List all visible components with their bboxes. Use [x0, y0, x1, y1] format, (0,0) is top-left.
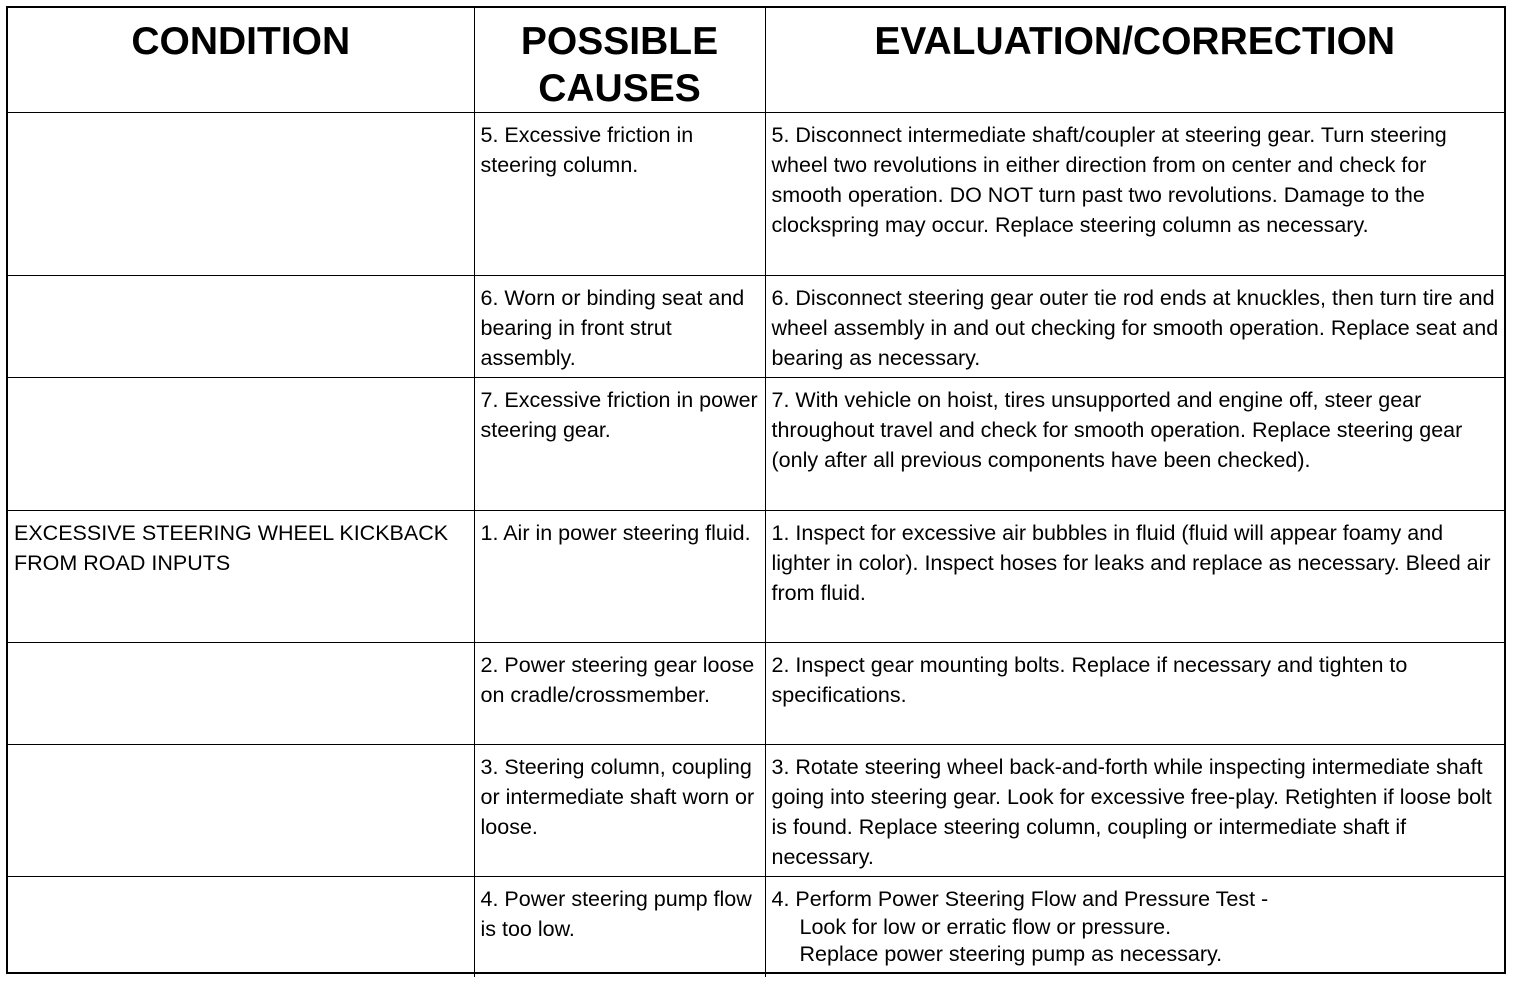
correction-cell: 2. Inspect gear mounting bolts. Replace if necessary and tighten to specifications. — [765, 643, 1504, 745]
condition-cell — [8, 378, 474, 511]
table-row — [8, 276, 1504, 378]
cause-cell: 5. Excessive friction in steering column. — [474, 113, 765, 276]
correction-cell: 1. Inspect for excessive air bubbles in fluid (fluid will appear foamy and lighter in color). Inspect hoses for leaks and replace as necessary. Bleed air from fluid. — [765, 511, 1504, 643]
cause-cell: 2. Power steering gear loose on cradle/crossmember. — [474, 643, 765, 745]
correction-line: 4. Perform Power Steering Flow and Pressure Test - — [771, 887, 1269, 911]
header-evaluation-correction: EVALUATION/CORRECTION — [765, 8, 1504, 113]
table-row — [8, 745, 1504, 877]
condition-cell — [8, 113, 474, 276]
cause-cell: 4. Power steering pump flow is too low. — [474, 877, 765, 977]
correction-cell: 3. Rotate steering wheel back-and-forth while inspecting intermediate shaft going into steering gear. Look for excessive free-play. Retighten if loose bolt is found. Replace steering column, coupling or intermediate shaft if necessary. — [765, 745, 1504, 877]
header-condition: CONDITION — [8, 8, 474, 113]
cause-cell: 7. Excessive friction in power steering gear. — [474, 378, 765, 511]
correction-cell: 6. Disconnect steering gear outer tie rod ends at knuckles, then turn tire and wheel assembly in and out checking for smooth operation. Replace seat and bearing as necessary. — [765, 276, 1504, 378]
table-row — [8, 643, 1504, 745]
cause-cell: 3. Steering column, coupling or intermediate shaft worn or loose. — [474, 745, 765, 877]
correction-line: Look for low or erratic flow or pressure. — [799, 915, 1172, 939]
table-row — [8, 511, 1504, 643]
condition-cell — [8, 745, 474, 877]
condition-cell — [8, 643, 474, 745]
cause-cell: 6. Worn or binding seat and bearing in front strut assembly. — [474, 276, 765, 378]
table-row — [8, 877, 1504, 977]
header-possible-causes: POSSIBLE CAUSES — [474, 8, 765, 113]
condition-cell: EXCESSIVE STEERING WHEEL KICKBACK FROM ROAD INPUTS — [8, 511, 474, 643]
cause-cell: 1. Air in power steering fluid. — [474, 511, 765, 643]
correction-cell — [765, 877, 1504, 977]
header-row — [8, 8, 1504, 113]
correction-line: Replace power steering pump as necessary. — [799, 942, 1223, 966]
diagnosis-table — [8, 8, 1504, 977]
condition-cell — [8, 276, 474, 378]
condition-cell — [8, 877, 474, 977]
table-row — [8, 378, 1504, 511]
correction-cell: 7. With vehicle on hoist, tires unsupported and engine off, steer gear throughout travel and check for smooth operation. Replace steering gear (only after all previous components have been checked). — [765, 378, 1504, 511]
diagnosis-table-frame — [6, 6, 1506, 974]
table-row — [8, 113, 1504, 276]
correction-cell: 5. Disconnect intermediate shaft/coupler at steering gear. Turn steering wheel two revolutions in either direction from on center and check for smooth operation. DO NOT turn past two revolutions. Damage to the clockspring may occur. Replace steering column as necessary. — [765, 113, 1504, 276]
